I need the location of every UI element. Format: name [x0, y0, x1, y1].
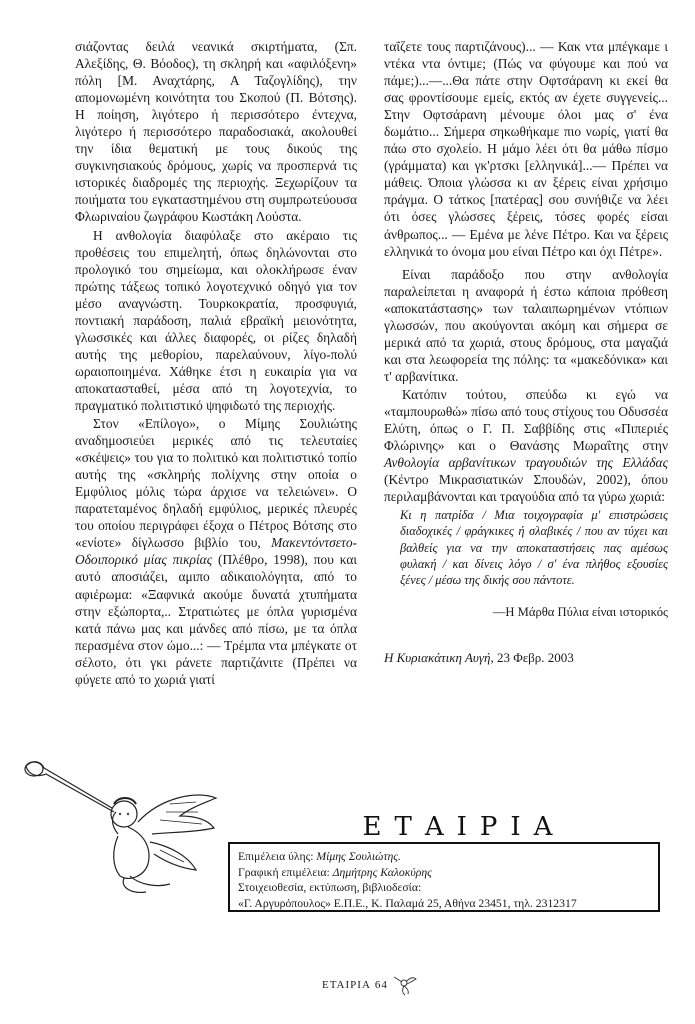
source-citation	[384, 649, 668, 666]
credit-row	[238, 849, 650, 865]
paragraph-text: (Κέντρο Μικρασιατικών Σπουδών, 2002), όπου περιλαμβάνονται και τραγούδια από τα γύρω χωριά:	[384, 472, 668, 505]
page-number: 64	[374, 979, 388, 991]
credits-box	[228, 842, 660, 912]
author-note: —Η Μάρθα Πύλια είναι ιστορικός	[492, 605, 668, 620]
paragraph-text: Στον «Επίλογο», ο Μίμης Σουλιώτης αναδημοσιεύει μερικές από τις τελευταίες «σκέψεις» του για το πολιτικό και πολιτιστικό τοπίο αυτής της «σκληρής πολίχνης στην οποία ο Εμφύλιος μόλις τώρα άρχισε να τελειώνει». Ο παρατεταμένος δηλαδή εμφύλιος, μερικές πλευρές του οποίου περιγράφει έξοχα ο Πέτρος Βότσης στο «ενίοτε» δίγλωσσο βιβλίο του,	[75, 416, 357, 551]
newspaper-title: Η Κυριακάτικη Αυγή	[384, 650, 491, 666]
poem-quote: Κι η πατρίδα / Μια τοιχογραφία μ' επιστρώσεις διαδοχικές / φράγκικες ή σλαβικές / που αν τύχει και βαλθείς για να την αποκαταστήσεις πας αμέσως φυλακή / και δίνεις λόγο / σ' ένα πλήθος εξουσίες ξένες / μέσω της δικής σου πάντοτε.	[400, 508, 668, 588]
credit-row	[238, 865, 650, 881]
paragraph: Είναι παράδοξο που στην ανθολογία παραλείπεται η αναφορά ή έστω κάποια πρόθεση «αποκατάστασης» των ταλαιπωρημένων ντόπιων γλωσσών, που ακούγονται ακόμη και σήμερα σε μερικά από τα χωριά, στους δρόμους, στα μαγαζιά και στα λεωφορεία της πόλης: τα «μακεδόνικα» και τ' αρβανίτικα.	[384, 266, 668, 384]
credit-label: Γραφική επιμέλεια:	[238, 865, 333, 879]
book-title: Μακεντόντσετο-Οδοιπορικό μίας πικρίας	[75, 535, 357, 568]
masthead-title: ΕΤΑΙΡΙΑ	[362, 812, 566, 842]
source-date: , 23 Φεβρ. 2003	[490, 650, 574, 666]
paragraph: ταΐζετε τους παρτιζάνους)... — Κακ ντα μπέγκαμε ι ντέκα ντα όντιμε; (Πώς να φύγουμε και πού να πάμε;)...—...Θα πάτε στην Οφτσάρανη κι εκεί θα σας φροντίσουμε εμείς, εκτός αν έχετε συγγενείς... Στην Οφτσάρανη μένουμε όλοι μας σ' ένα δωμάτιο... Σήμερα σηκωθήκαμε πιο νωρίς, γιατί θα πάω στο σχολείο. Η μάμο λέει ότι θα μάθω πίσμο (γράμματα) και γκ'ρτσκι [ελληνικά]...— Πρέπει να μάθεις. Όποια γλώσσα κι αν ξέρεις είναι χρήσιμο πράγμα. Ο τάτκος [πατέρας] σου συνήθιζε να λέει ότι όσες γλώσσες ξέρεις, τόσες φορές είσαι άνθρωπος... — Εμένα με λένε Πέτρο. Και να ξέρεις ελληνικά το όνομα μου είναι Πέτρο και όχι Πέτρε».	[384, 39, 668, 259]
credit-value: Μίμης Σουλιώτης.	[316, 850, 401, 863]
publisher-type: Ε.Π.Ε.	[330, 896, 366, 910]
credit-row	[238, 896, 650, 912]
paragraph-text: (Πλέθρο, 1998), που και αυτό αποσιάζει, αμιπο αδικαιολόγητα, από το αφιέρωμα: «Ξαφνικά ακούμε δυνατά χτυπήματα στην εξώπορτα,.. Στρατιώτες με όπλα γυρισμένα κατά πάνω μας και μάνδες από πίσω, με τα όπλα περασμένα στον ώμο...: — Τρέμπα ντα μπέγκατε οτ σέλοτο, ότι γκι ράνετε παρτιζάνιτε (Πρέπει να φύγετε από το χωριά γιατί	[75, 552, 357, 687]
credit-value: Δημήτρης Καλοκύρης	[332, 865, 432, 879]
right-column	[384, 38, 668, 666]
paragraph: Η ανθολογία διαφύλαξε στο ακέραιο τις προθέσεις του επιμελητή, όπως δηλώνονται στο προλογικό του σημείωμα, και ολοκλήρωσε έναν πρώτης τάξεως τοπικό λογοτεχνικό οδηγό για τον μέσο αναγνώστη. Τουρκοκρατία, προσφυγιά, ποντιακή παράδοση, παλιά εβραϊκή μειονότητα, γλωσσικές και άλλες διαφορές, οι ρίζες δηλαδή αυτής της μεθορίου, παρελαύνουν, λίγο-πολύ ωραιοποιημένα. Χάθηκε έτσι η ευκαιρία για να αποκατασταθεί, μέσα από τη λογοτεχνία, το πραγματικό πολιτιστικό ψηφιδωτό της περιοχής.	[75, 227, 357, 413]
page-footer	[322, 973, 418, 997]
credit-row: Στοιχειοθεσία, εκτύπωση, βιβλιοδεσία:	[238, 881, 422, 894]
footer-label: ΕΤΑΙΡΙΑ	[322, 979, 371, 991]
book-title: Ανθολογία αρβανίτικων τραγουδιών της Ελλάδας	[384, 455, 668, 471]
paragraph-text: Κατόπιν τούτου, σπεύδω κι εγώ να «ταμπουρωθώ» πίσω από τους στίχους του Οδυσσέα Ελύτη, όπως ο Γ. Π. Σαββίδης στις «Πιπεριές Φλώρινης» και ο Θανάσης Μωραΐτης στην	[384, 386, 668, 454]
angel-trumpet-illustration	[20, 738, 235, 898]
angel-ornament-icon	[392, 973, 418, 997]
left-column	[75, 38, 357, 688]
paragraph	[75, 415, 357, 688]
publisher-name: «Γ. Αργυρόπουλος»	[238, 896, 331, 910]
credit-label: Επιμέλεια ύλης:	[238, 850, 317, 863]
publisher-address: , Κ. Παλαμά 25, Αθήνα 23451, τηλ. 2312317	[365, 896, 577, 910]
paragraph	[384, 386, 668, 505]
paragraph: σιάζοντας δειλά νεανικά σκιρτήματα, (Σπ. Αλεξίδης, Θ. Βόοδος), τη σκληρή και «αφιλόξενη» πόλη [Μ. Αναχτάρης, Α Ταζογλίδης), την απομονωμένη κοινότητα του Σκοπού (Π. Βότσης). Η ποίηση, λιγότερο ή περισσότερο έντεχνα, λιγότερο ή περισσότερο παραδοσιακά, ακολουθεί την ίδια θεματική με τους δικούς της συγκινησιακούς δρόμους, χωρίς να προσπερνά τις ιστορικές διαδρομές της περιοχής. Ξεχωρίζουν τα ποιήματα του εγκαταστημένου στη συμπρωτεύουσα Φλωριναίου ζωγράφου Κωστάκη Λούστα.	[75, 39, 357, 225]
